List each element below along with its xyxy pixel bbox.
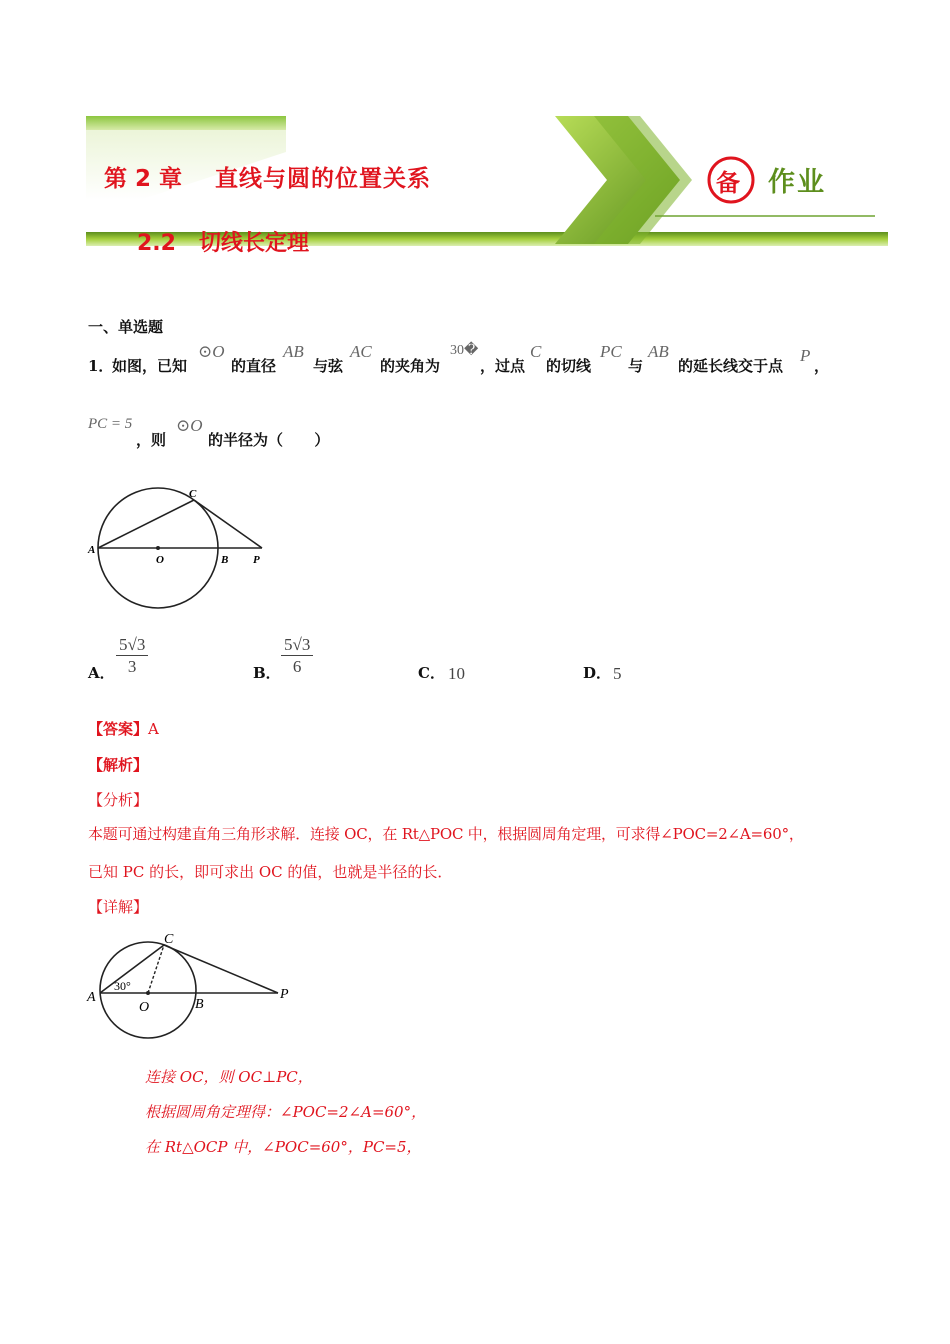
option-c[interactable] <box>418 658 568 688</box>
option-label: A． <box>88 664 115 682</box>
question-line-1 <box>88 342 888 382</box>
option-d[interactable] <box>583 658 733 688</box>
option-label: D． <box>583 664 612 682</box>
math-circle-o: ⊙O <box>176 416 203 435</box>
figure-1 <box>86 480 286 620</box>
label-angle: 30° <box>114 979 131 993</box>
option-a[interactable] <box>88 634 238 690</box>
answer-value: A <box>148 720 159 738</box>
fenxi-line-1: 本题可通过构建直角三角形求解．连接 OC，在 Rt△POC 中，根据圆周角定理，可求得∠POC=2∠A=60°， <box>88 825 804 843</box>
section-heading: 一、单选题 <box>88 318 164 336</box>
option-label: B． <box>253 664 281 682</box>
fraction-numerator: 5√3 <box>116 634 148 656</box>
math-circle-o: ⊙O <box>198 342 225 361</box>
option-value: 5 <box>613 664 622 683</box>
step-2: 根据圆周角定理得：∠POC=2∠A=60°， <box>145 1103 427 1121</box>
step-3: 在 Rt△OCP 中，∠POC=60°，PC=5， <box>145 1138 422 1156</box>
q-text: 如图，已知 <box>112 357 188 375</box>
step-1: 连接 OC，则 OC⊥PC， <box>145 1068 313 1086</box>
q-text: 的延长线交于点 <box>678 357 784 375</box>
option-label: C． <box>418 664 445 682</box>
fraction <box>281 634 313 678</box>
q-text: 的夹角为 <box>380 357 441 375</box>
line-oc-dashed <box>148 945 164 993</box>
line-ac <box>98 500 194 548</box>
q-text: ，过点 <box>480 357 526 375</box>
math-30: 30� <box>450 343 479 358</box>
line-cp <box>164 945 278 993</box>
label-a: A <box>88 544 96 556</box>
fraction-numerator: 5√3 <box>281 634 313 656</box>
badge-label: 作业 <box>768 167 826 198</box>
math-ab: AB <box>283 342 304 361</box>
header-decoration <box>0 0 950 260</box>
math-ac: AC <box>350 342 372 361</box>
section-title: 2.2 切线长定理 <box>137 231 309 256</box>
q-text: 的半径为（ ） <box>208 431 330 449</box>
question-line-2 <box>88 416 488 452</box>
label-c: C <box>189 488 197 500</box>
label-p: P <box>253 554 260 566</box>
question-number: 1． <box>88 357 114 375</box>
math-p: P <box>800 346 811 365</box>
figure-2 <box>84 928 304 1040</box>
solution-diagram <box>84 928 304 1040</box>
circle-tangent-diagram <box>86 480 286 620</box>
option-value: 10 <box>448 664 465 683</box>
label-p: P <box>280 987 289 1002</box>
fraction-denominator: 3 <box>127 657 137 677</box>
fenxi-tag: 【分析】 <box>88 791 149 809</box>
math-pc: PC <box>600 342 622 361</box>
q-text: 与 <box>628 357 644 375</box>
answer-tag: 【答案】 <box>88 720 149 738</box>
q-text: 的直径 <box>231 357 277 375</box>
q-text: ，则 <box>136 431 167 449</box>
option-b[interactable] <box>253 634 403 690</box>
label-a: A <box>87 990 96 1005</box>
label-b: B <box>195 997 204 1012</box>
badge-char: 备 <box>716 169 740 197</box>
math-c: C <box>530 342 542 361</box>
q-text: ， <box>814 357 830 375</box>
answer-line <box>88 718 159 739</box>
header-banner <box>0 0 950 260</box>
q-text: 与弦 <box>313 357 344 375</box>
label-c: C <box>164 932 174 947</box>
line-cp <box>194 500 262 548</box>
math-ab: AB <box>648 342 669 361</box>
analysis-tag: 【解析】 <box>88 756 149 774</box>
chapter-number: 第 2 章 <box>104 166 183 192</box>
label-o: O <box>156 554 164 566</box>
label-o: O <box>139 1000 150 1015</box>
q-text: 的切线 <box>546 357 592 375</box>
chapter-title: 直线与圆的位置关系 <box>215 166 431 192</box>
fraction <box>116 634 148 678</box>
fraction-denominator: 6 <box>292 657 302 677</box>
label-b: B <box>221 554 229 566</box>
fenxi-line-2: 已知 PC 的长，即可求出 OC 的值，也就是半径的长． <box>88 863 453 881</box>
line-ac <box>100 945 164 993</box>
center-point <box>146 991 150 995</box>
center-point <box>156 546 160 550</box>
math-pc-5: PC = 5 <box>88 416 133 432</box>
detail-tag: 【详解】 <box>88 898 149 916</box>
